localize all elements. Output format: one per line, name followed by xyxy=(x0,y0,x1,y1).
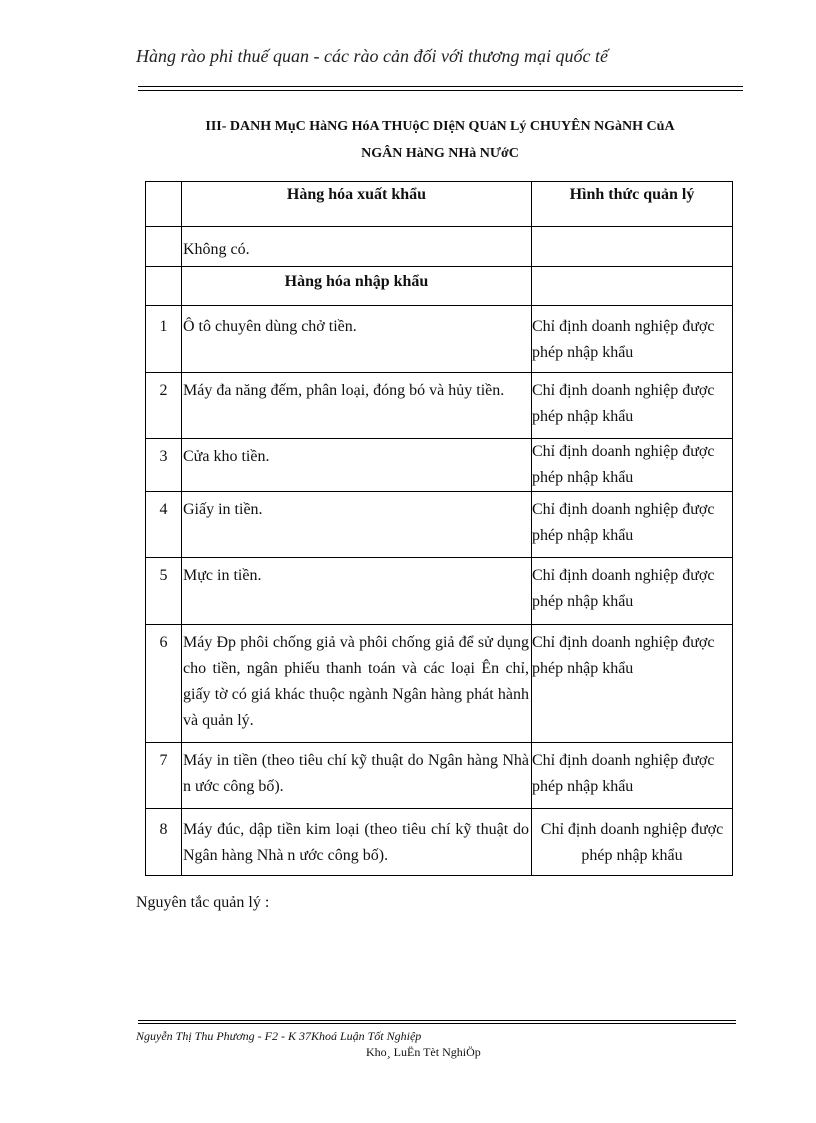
table-row xyxy=(146,373,733,439)
export-none-row xyxy=(146,227,733,267)
row-number: 1 xyxy=(146,306,182,373)
row-form: Chỉ định doanh nghiệp được phép nhập khẩu xyxy=(532,492,733,558)
row-number: 7 xyxy=(146,743,182,809)
footer-divider-1 xyxy=(138,1020,736,1021)
import-header-row xyxy=(146,267,733,306)
row-number: 5 xyxy=(146,558,182,625)
goods-table xyxy=(145,181,733,876)
table-row xyxy=(146,492,733,558)
table-row xyxy=(146,809,733,876)
footer-subtitle: Kho¸ LuËn Tèt NghiÖp xyxy=(366,1045,481,1059)
row-form: Chỉ định doanh nghiệp được phép nhập khẩu xyxy=(532,558,733,625)
table-row xyxy=(146,439,733,492)
header-num-cell xyxy=(146,182,182,227)
management-header: Hình thức quản lý xyxy=(532,182,733,227)
row-form: Chỉ định doanh nghiệp được phép nhập khẩu xyxy=(532,306,733,373)
row-number: 8 xyxy=(146,809,182,876)
row-form: Chỉ định doanh nghiệp được phép nhập khẩu xyxy=(532,625,733,743)
import-header: Hàng hóa nhập khẩu xyxy=(182,267,532,306)
row-item: Cửa kho tiền. xyxy=(182,439,532,492)
export-header: Hàng hóa xuất khẩu xyxy=(182,182,532,227)
footer-divider-2 xyxy=(138,1023,736,1024)
header-divider-2 xyxy=(138,90,743,91)
table-row xyxy=(146,625,733,743)
row-form: Chỉ định doanh nghiệp được phép nhập khẩu xyxy=(532,373,733,439)
table-row xyxy=(146,558,733,625)
row-item: Ô tô chuyên dùng chở tiền. xyxy=(182,306,532,373)
row-form: Chỉ định doanh nghiệp được phép nhập khẩu xyxy=(532,809,733,876)
header-divider-1 xyxy=(138,86,743,87)
row-number: 2 xyxy=(146,373,182,439)
row-item: Máy đúc, dập tiền kim loại (theo tiêu chí kỹ thuật do Ngân hàng Nhà n ước công bố). xyxy=(182,809,532,876)
header-title: Hàng rào phi thuế quan - các rào cản đối với thương mại quốc tế xyxy=(136,46,608,66)
row-item: Giấy in tiền. xyxy=(182,492,532,558)
row-number: 4 xyxy=(146,492,182,558)
table-row xyxy=(146,306,733,373)
footer-author: Nguyễn Thị Thu Phương - F2 - K 37Khoá Luận Tốt Nghiệp xyxy=(136,1029,422,1043)
row-item: Máy đa năng đếm, phân loại, đóng bó và hủy tiền. xyxy=(182,373,532,439)
section-title-line1: III- DANH MụC HàNG HóA THUộC DIệN QUảN Lý CHUYÊN NGàNH CủA xyxy=(205,119,675,134)
table-row xyxy=(146,743,733,809)
row-number: 3 xyxy=(146,439,182,492)
section-title-line2: NGÂN HàNG NHà NƯớC xyxy=(361,146,519,161)
row-number: 6 xyxy=(146,625,182,743)
row-item: Mực in tiền. xyxy=(182,558,532,625)
table-header-row xyxy=(146,182,733,227)
row-item: Máy in tiền (theo tiêu chí kỹ thuật do Ngân hàng Nhà n ước công bố). xyxy=(182,743,532,809)
row-form: Chỉ định doanh nghiệp được phép nhập khẩu xyxy=(532,743,733,809)
row-item: Máy Ðp phôi chống giả và phôi chống giả để sử dụng cho tiền, ngân phiếu thanh toán và các loại Ên chỉ, giấy tờ có giá khác thuộc ngành Ngân hàng phát hành và quản lý. xyxy=(182,625,532,743)
management-principle-label: Nguyên tắc quản lý : xyxy=(136,894,270,911)
row-form: Chỉ định doanh nghiệp được phép nhập khẩu xyxy=(532,439,733,492)
export-none-text: Không có. xyxy=(182,227,532,267)
